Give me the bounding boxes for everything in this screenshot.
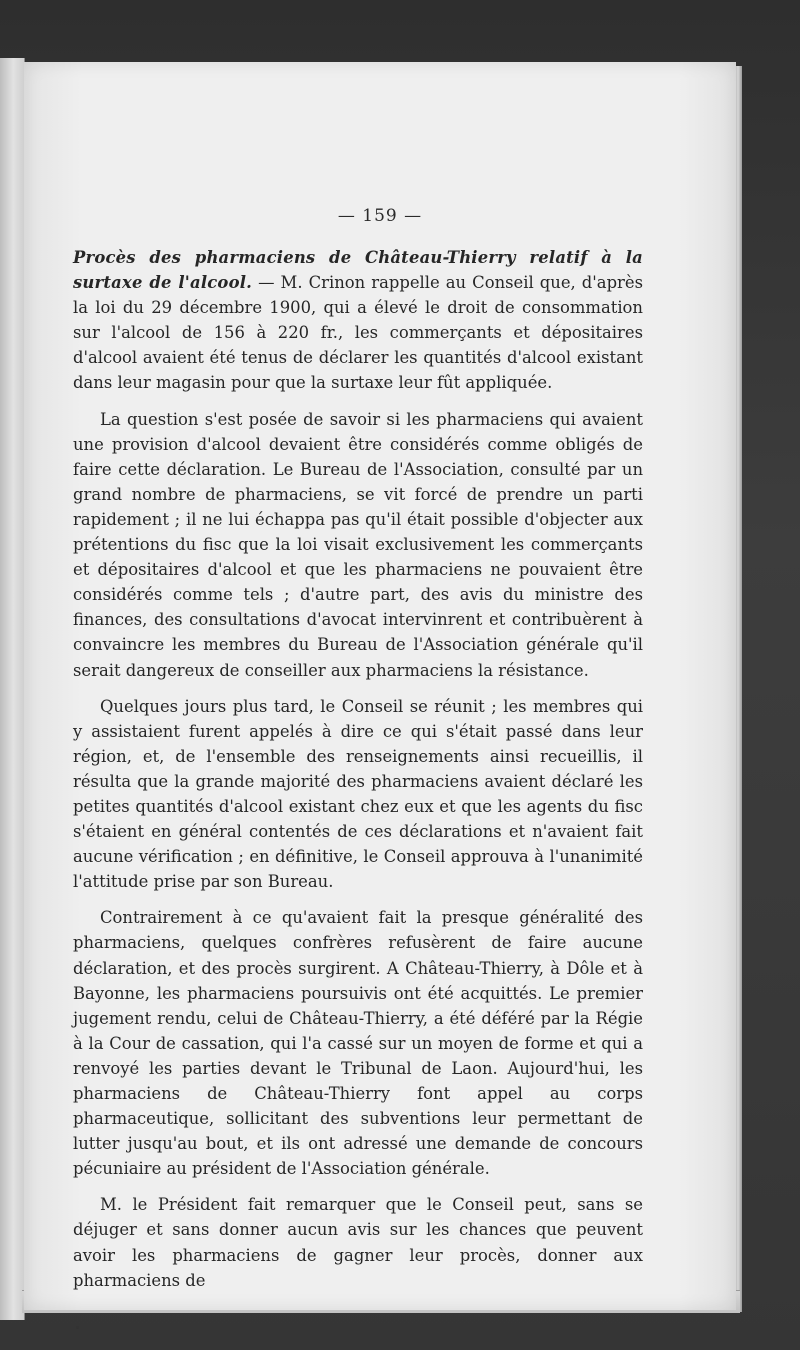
paragraph-3: Quelques jours plus tard, le Conseil se réunit ; les membres qui y assistaient furent appelés à dire ce qui s'était passé dans leur région, et, de l'ensemble des renseignements ainsi recueillis, il résulta que la grande majorité des pharmaciens avaient déclaré les petites quantités d'alcool existant chez eux et que les agents du fisc s'étaient en général contentés de ces déclarations et n'avaient fait aucune vérification ; en définitive, le Conseil approuva à l'unanimité l'attitude prise par son Bureau.: [73, 696, 643, 892]
page-body: [73, 245, 643, 1293]
section-heading: Procès des pharmaciens de Château-Thierry relatif à la surtaxe de l'alcool.: [73, 248, 643, 293]
book-page: [24, 62, 736, 1310]
paragraph-2: La question s'est posée de savoir si les pharmaciens qui avaient une provision d'alcool devaient être considérés comme obligés de faire cette déclaration. Le Bureau de l'Association, consulté par un grand nombre de pharmaciens, se vit forcé de prendre un parti rapidement ; il ne lui échappa pas qu'il était possible d'objecter aux prétentions du fisc que la loi visait exclusivement les commerçants et dépositaires d'alcool et que les pharmaciens ne pouvaient être considérés comme tels ; d'autre part, des avis du ministre des finances, des consultations d'avocat intervinrent et contribuèrent à convaincre les membres du Bureau de l'Association générale qu'il serait dangereux de conseiller aux pharmaciens la résistance.: [73, 409, 643, 680]
paragraph-1-text: — M. Crinon rappelle au Conseil que, d'après la loi du 29 décembre 1900, qui a élevé le droit de consommation sur l'alcool de 156 à 220 fr., les commerçants et dépositaires d'alcool avaient été tenus de déclarer les quantités d'alcool existant dans leur magasin pour que la surtaxe leur fût appliquée.: [73, 273, 644, 393]
paragraph-4: Contrairement à ce qu'avaient fait la presque généralité des pharmaciens, quelques confrères refusèrent de faire aucune déclaration, et des procès surgirent. A Château-Thierry, à Dôle et à Bayonne, les pharmaciens poursuivis ont été acquittés. Le premier jugement rendu, celui de Château-Thierry, a été déféré par la Régie à la Cour de cassation, qui l'a cassé sur un moyen de forme et qui a renvoyé les parties devant le Tribunal de Laon. Aujourd'hui, les pharmaciens de Château-Thierry font appel au corps pharmaceutique, sollicitant des subventions leur permettant de lutter jusqu'au bout, et ils ont adressé une demande de concours pécuniaire au président de l'Association générale.: [73, 908, 643, 1179]
left-page-edge: [0, 58, 25, 1320]
page-number: — 159 —: [337, 206, 423, 226]
stray-ink-mark: [76, 1326, 79, 1329]
paragraph-1: [73, 245, 643, 396]
paragraph-5: M. le Président fait remarquer que le Conseil peut, sans se déjuger et sans donner aucun avis sur les chances que peuvent avoir les pharmaciens de gagner leur procès, donner aux pharmaciens de: [73, 1195, 643, 1290]
